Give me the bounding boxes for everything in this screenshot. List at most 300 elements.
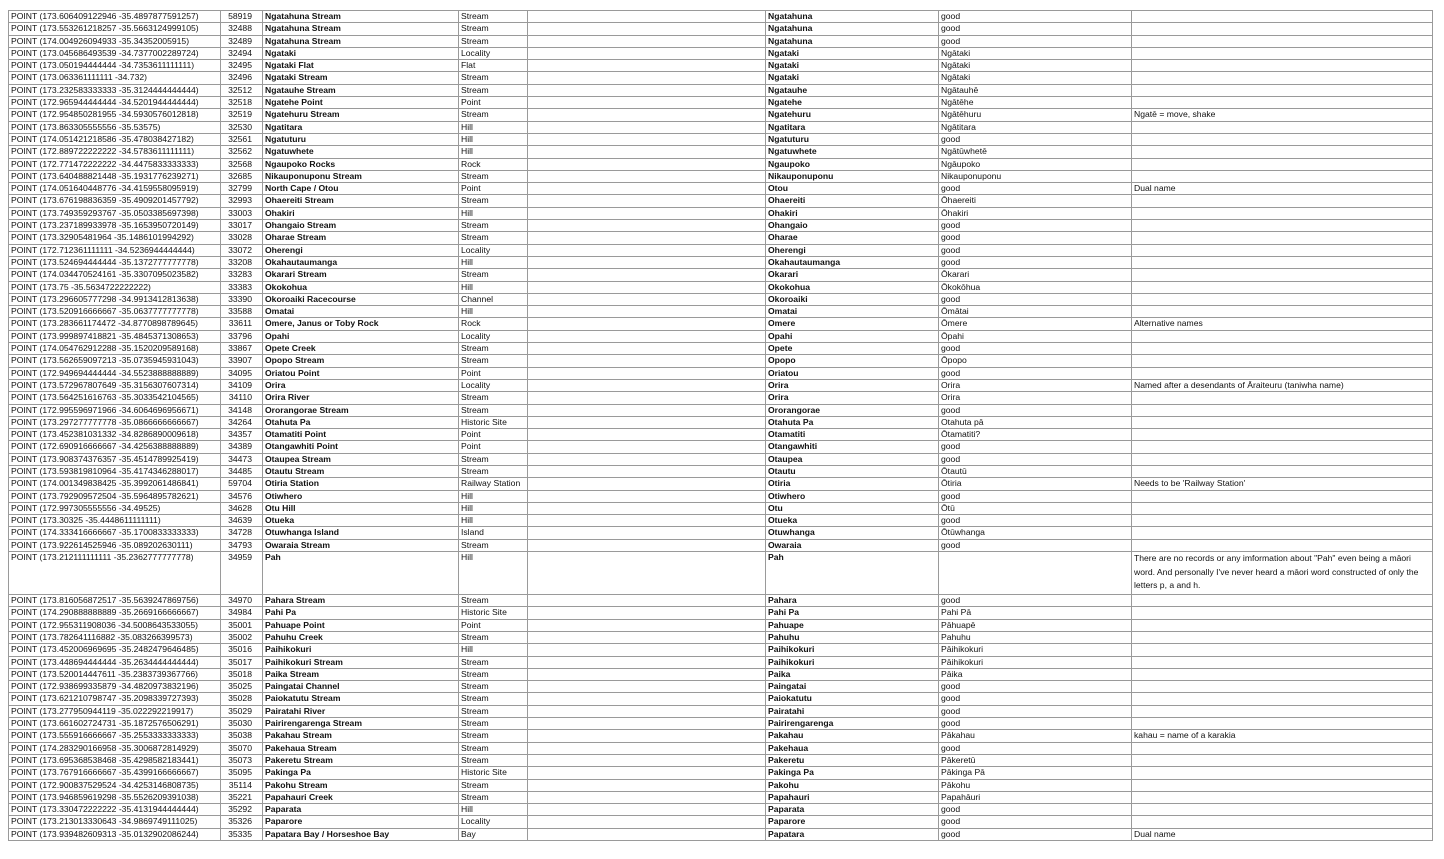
geometry-cell[interactable]: POINT (173.863305555556 -35.53575) bbox=[9, 121, 221, 133]
id-cell[interactable]: 32568 bbox=[221, 158, 263, 170]
status-cell[interactable]: good bbox=[939, 404, 1132, 416]
empty-cell[interactable] bbox=[528, 121, 766, 133]
feature-type-cell[interactable]: Stream bbox=[459, 170, 528, 182]
empty-cell[interactable] bbox=[528, 330, 766, 342]
empty-cell[interactable] bbox=[528, 681, 766, 693]
maori-name-cell[interactable]: Omatai bbox=[766, 306, 939, 318]
geometry-cell[interactable]: POINT (172.949694444444 -34.5523888888889) bbox=[9, 367, 221, 379]
maori-name-cell[interactable]: Ngatuwhete bbox=[766, 146, 939, 158]
notes-cell[interactable] bbox=[1132, 705, 1433, 717]
empty-cell[interactable] bbox=[528, 644, 766, 656]
place-name-cell[interactable]: Ngaupoko Rocks bbox=[263, 158, 459, 170]
feature-type-cell[interactable]: Stream bbox=[459, 742, 528, 754]
geometry-cell[interactable]: POINT (172.889722222222 -34.5783611111111) bbox=[9, 146, 221, 158]
notes-cell[interactable] bbox=[1132, 404, 1433, 416]
empty-cell[interactable] bbox=[528, 318, 766, 330]
id-cell[interactable]: 32494 bbox=[221, 47, 263, 59]
id-cell[interactable]: 58919 bbox=[221, 11, 263, 23]
feature-type-cell[interactable]: Hill bbox=[459, 133, 528, 145]
place-name-cell[interactable]: Oriatou Point bbox=[263, 367, 459, 379]
place-name-cell[interactable]: Paparore bbox=[263, 816, 459, 828]
geometry-cell[interactable]: POINT (173.296605777298 -34.9913412813638) bbox=[9, 293, 221, 305]
notes-cell[interactable] bbox=[1132, 441, 1433, 453]
geometry-cell[interactable]: POINT (173.32905481964 -35.1486101994292) bbox=[9, 232, 221, 244]
notes-cell[interactable] bbox=[1132, 515, 1433, 527]
place-name-cell[interactable]: Otiwhero bbox=[263, 490, 459, 502]
geometry-cell[interactable]: POINT (173.767916666667 -35.4399166666667) bbox=[9, 767, 221, 779]
maori-name-cell[interactable]: Ngatahuna bbox=[766, 35, 939, 47]
geometry-cell[interactable]: POINT (174.054762912288 -35.1520209589168) bbox=[9, 343, 221, 355]
status-cell[interactable]: Ōtū bbox=[939, 502, 1132, 514]
maori-name-cell[interactable]: Otu bbox=[766, 502, 939, 514]
geometry-cell[interactable]: POINT (174.051640448776 -34.4159558095919) bbox=[9, 183, 221, 195]
place-name-cell[interactable]: Paihikokuri bbox=[263, 644, 459, 656]
maori-name-cell[interactable]: Otautu bbox=[766, 465, 939, 477]
place-name-cell[interactable]: Otangawhiti Point bbox=[263, 441, 459, 453]
status-cell[interactable]: good bbox=[939, 816, 1132, 828]
id-cell[interactable]: 34628 bbox=[221, 502, 263, 514]
status-cell[interactable]: good bbox=[939, 232, 1132, 244]
status-cell[interactable]: good bbox=[939, 490, 1132, 502]
maori-name-cell[interactable]: Orira bbox=[766, 379, 939, 391]
notes-cell[interactable] bbox=[1132, 121, 1433, 133]
id-cell[interactable]: 34357 bbox=[221, 429, 263, 441]
empty-cell[interactable] bbox=[528, 392, 766, 404]
geometry-cell[interactable]: POINT (173.75 -35.5634722222222) bbox=[9, 281, 221, 293]
status-cell[interactable]: Pāihikokuri bbox=[939, 656, 1132, 668]
geometry-cell[interactable]: POINT (173.30325 -35.4448611111111) bbox=[9, 515, 221, 527]
empty-cell[interactable] bbox=[528, 718, 766, 730]
id-cell[interactable]: 34793 bbox=[221, 539, 263, 551]
id-cell[interactable]: 33390 bbox=[221, 293, 263, 305]
feature-type-cell[interactable]: Stream bbox=[459, 465, 528, 477]
feature-type-cell[interactable]: Stream bbox=[459, 681, 528, 693]
feature-type-cell[interactable]: Point bbox=[459, 367, 528, 379]
id-cell[interactable]: 32799 bbox=[221, 183, 263, 195]
id-cell[interactable]: 32512 bbox=[221, 84, 263, 96]
notes-cell[interactable] bbox=[1132, 656, 1433, 668]
geometry-cell[interactable]: POINT (173.520916666667 -35.0637777777778) bbox=[9, 306, 221, 318]
feature-type-cell[interactable]: Hill bbox=[459, 256, 528, 268]
feature-type-cell[interactable]: Stream bbox=[459, 72, 528, 84]
status-cell[interactable]: good bbox=[939, 183, 1132, 195]
feature-type-cell[interactable]: Stream bbox=[459, 343, 528, 355]
maori-name-cell[interactable]: Otueka bbox=[766, 515, 939, 527]
empty-cell[interactable] bbox=[528, 816, 766, 828]
feature-type-cell[interactable]: Stream bbox=[459, 791, 528, 803]
empty-cell[interactable] bbox=[528, 539, 766, 551]
notes-cell[interactable] bbox=[1132, 60, 1433, 72]
geometry-cell[interactable]: POINT (172.955311908036 -34.5008643533055) bbox=[9, 619, 221, 631]
id-cell[interactable]: 32488 bbox=[221, 23, 263, 35]
notes-cell[interactable] bbox=[1132, 416, 1433, 428]
place-name-cell[interactable]: Ngataki Flat bbox=[263, 60, 459, 72]
status-cell[interactable]: Pāika bbox=[939, 668, 1132, 680]
geometry-cell[interactable]: POINT (173.606409122946 -35.4897877591257) bbox=[9, 11, 221, 23]
geometry-cell[interactable]: POINT (172.965944444444 -34.5201944444444) bbox=[9, 97, 221, 109]
geometry-cell[interactable]: POINT (174.290888888889 -35.2669166666667) bbox=[9, 607, 221, 619]
notes-cell[interactable] bbox=[1132, 539, 1433, 551]
place-name-cell[interactable]: Pahuape Point bbox=[263, 619, 459, 631]
status-cell[interactable]: good bbox=[939, 256, 1132, 268]
place-name-cell[interactable]: Paika Stream bbox=[263, 668, 459, 680]
empty-cell[interactable] bbox=[528, 207, 766, 219]
feature-type-cell[interactable]: Historic Site bbox=[459, 416, 528, 428]
notes-cell[interactable] bbox=[1132, 330, 1433, 342]
maori-name-cell[interactable]: Ngatauhe bbox=[766, 84, 939, 96]
empty-cell[interactable] bbox=[528, 146, 766, 158]
notes-cell[interactable] bbox=[1132, 502, 1433, 514]
status-cell[interactable]: good bbox=[939, 367, 1132, 379]
feature-type-cell[interactable]: Hill bbox=[459, 552, 528, 595]
place-name-cell[interactable]: Omere, Janus or Toby Rock bbox=[263, 318, 459, 330]
empty-cell[interactable] bbox=[528, 754, 766, 766]
feature-type-cell[interactable]: Stream bbox=[459, 109, 528, 121]
geometry-cell[interactable]: POINT (173.212111111111 -35.2362777777778) bbox=[9, 552, 221, 595]
id-cell[interactable]: 32530 bbox=[221, 121, 263, 133]
maori-name-cell[interactable]: Paihikokuri bbox=[766, 644, 939, 656]
empty-cell[interactable] bbox=[528, 828, 766, 840]
notes-cell[interactable]: There are no records or any imformation about "Pah" even being a māori word. And personally I've never heard a māori word constructed of only the letters p, a and h. bbox=[1132, 552, 1433, 595]
id-cell[interactable]: 32993 bbox=[221, 195, 263, 207]
place-name-cell[interactable]: North Cape / Otou bbox=[263, 183, 459, 195]
feature-type-cell[interactable]: Locality bbox=[459, 47, 528, 59]
id-cell[interactable]: 35018 bbox=[221, 668, 263, 680]
status-cell[interactable]: Ngātūwhetē bbox=[939, 146, 1132, 158]
feature-type-cell[interactable]: Stream bbox=[459, 84, 528, 96]
geometry-cell[interactable]: POINT (173.524694444444 -35.1372777777778) bbox=[9, 256, 221, 268]
feature-type-cell[interactable]: Hill bbox=[459, 515, 528, 527]
empty-cell[interactable] bbox=[528, 367, 766, 379]
status-cell[interactable]: Ōkokōhua bbox=[939, 281, 1132, 293]
notes-cell[interactable] bbox=[1132, 281, 1433, 293]
geometry-cell[interactable]: POINT (173.213013330643 -34.9869749111025) bbox=[9, 816, 221, 828]
maori-name-cell[interactable]: Pahuape bbox=[766, 619, 939, 631]
status-cell[interactable]: good bbox=[939, 693, 1132, 705]
id-cell[interactable]: 34984 bbox=[221, 607, 263, 619]
geometry-cell[interactable]: POINT (173.562659097213 -35.0735945931043) bbox=[9, 355, 221, 367]
status-cell[interactable]: Pāhuapē bbox=[939, 619, 1132, 631]
maori-name-cell[interactable]: Orira bbox=[766, 392, 939, 404]
geometry-cell[interactable]: POINT (173.452006969695 -35.2482479646485) bbox=[9, 644, 221, 656]
id-cell[interactable]: 35025 bbox=[221, 681, 263, 693]
geometry-cell[interactable]: POINT (173.816056872517 -35.5639247869756) bbox=[9, 595, 221, 607]
geometry-cell[interactable]: POINT (172.995596971966 -34.6064696956671) bbox=[9, 404, 221, 416]
empty-cell[interactable] bbox=[528, 306, 766, 318]
feature-type-cell[interactable]: Hill bbox=[459, 490, 528, 502]
id-cell[interactable]: 34109 bbox=[221, 379, 263, 391]
notes-cell[interactable] bbox=[1132, 269, 1433, 281]
feature-type-cell[interactable]: Bay bbox=[459, 828, 528, 840]
feature-type-cell[interactable]: Stream bbox=[459, 668, 528, 680]
id-cell[interactable]: 35016 bbox=[221, 644, 263, 656]
status-cell[interactable]: Ngātēhuru bbox=[939, 109, 1132, 121]
geometry-cell[interactable]: POINT (172.712361111111 -34.5236944444444) bbox=[9, 244, 221, 256]
feature-type-cell[interactable]: Hill bbox=[459, 121, 528, 133]
maori-name-cell[interactable]: Otahuta Pa bbox=[766, 416, 939, 428]
feature-type-cell[interactable]: Stream bbox=[459, 220, 528, 232]
maori-name-cell[interactable]: Ngataki bbox=[766, 60, 939, 72]
id-cell[interactable]: 34576 bbox=[221, 490, 263, 502]
status-cell[interactable]: Orira bbox=[939, 392, 1132, 404]
id-cell[interactable]: 34485 bbox=[221, 465, 263, 477]
geometry-cell[interactable]: POINT (173.939482609313 -35.0132902086244) bbox=[9, 828, 221, 840]
notes-cell[interactable] bbox=[1132, 595, 1433, 607]
feature-type-cell[interactable]: Railway Station bbox=[459, 478, 528, 490]
empty-cell[interactable] bbox=[528, 256, 766, 268]
status-cell[interactable]: Ōtiria bbox=[939, 478, 1132, 490]
geometry-cell[interactable]: POINT (173.695368538468 -35.4298582183441) bbox=[9, 754, 221, 766]
notes-cell[interactable] bbox=[1132, 293, 1433, 305]
maori-name-cell[interactable]: Ohangaio bbox=[766, 220, 939, 232]
id-cell[interactable]: 32562 bbox=[221, 146, 263, 158]
feature-type-cell[interactable]: Locality bbox=[459, 330, 528, 342]
status-cell[interactable]: Ngātaki bbox=[939, 47, 1132, 59]
geometry-cell[interactable]: POINT (173.999897418821 -35.4845371308653) bbox=[9, 330, 221, 342]
status-cell[interactable]: good bbox=[939, 539, 1132, 551]
feature-type-cell[interactable]: Historic Site bbox=[459, 607, 528, 619]
empty-cell[interactable] bbox=[528, 453, 766, 465]
id-cell[interactable]: 32489 bbox=[221, 35, 263, 47]
id-cell[interactable]: 35038 bbox=[221, 730, 263, 742]
place-name-cell[interactable]: Okoroaiki Racecourse bbox=[263, 293, 459, 305]
feature-type-cell[interactable]: Point bbox=[459, 183, 528, 195]
status-cell[interactable]: Ōkarari bbox=[939, 269, 1132, 281]
status-cell[interactable]: Papahāuri bbox=[939, 791, 1132, 803]
geometry-cell[interactable]: POINT (173.676198836359 -35.4909201457792) bbox=[9, 195, 221, 207]
empty-cell[interactable] bbox=[528, 379, 766, 391]
empty-cell[interactable] bbox=[528, 47, 766, 59]
place-name-cell[interactable]: Okokohua bbox=[263, 281, 459, 293]
id-cell[interactable]: 33611 bbox=[221, 318, 263, 330]
geometry-cell[interactable]: POINT (173.661602724731 -35.1872576506291) bbox=[9, 718, 221, 730]
place-name-cell[interactable]: Otamatiti Point bbox=[263, 429, 459, 441]
empty-cell[interactable] bbox=[528, 595, 766, 607]
notes-cell[interactable] bbox=[1132, 207, 1433, 219]
feature-type-cell[interactable]: Stream bbox=[459, 779, 528, 791]
notes-cell[interactable] bbox=[1132, 11, 1433, 23]
id-cell[interactable]: 34095 bbox=[221, 367, 263, 379]
feature-type-cell[interactable]: Stream bbox=[459, 453, 528, 465]
empty-cell[interactable] bbox=[528, 730, 766, 742]
geometry-cell[interactable]: POINT (174.051421218586 -35.478038427182) bbox=[9, 133, 221, 145]
status-cell[interactable]: good bbox=[939, 742, 1132, 754]
feature-type-cell[interactable]: Stream bbox=[459, 35, 528, 47]
notes-cell[interactable] bbox=[1132, 693, 1433, 705]
place-name-cell[interactable]: Oharae Stream bbox=[263, 232, 459, 244]
place-name-cell[interactable]: Ngatahuna Stream bbox=[263, 11, 459, 23]
feature-type-cell[interactable]: Stream bbox=[459, 693, 528, 705]
feature-type-cell[interactable]: Stream bbox=[459, 595, 528, 607]
maori-name-cell[interactable]: Otou bbox=[766, 183, 939, 195]
id-cell[interactable]: 34728 bbox=[221, 527, 263, 539]
id-cell[interactable]: 35221 bbox=[221, 791, 263, 803]
geometry-cell[interactable]: POINT (172.900837529524 -34.4253146808735) bbox=[9, 779, 221, 791]
feature-type-cell[interactable]: Flat bbox=[459, 60, 528, 72]
maori-name-cell[interactable]: Papatara bbox=[766, 828, 939, 840]
empty-cell[interactable] bbox=[528, 97, 766, 109]
place-name-cell[interactable]: Pakeretu Stream bbox=[263, 754, 459, 766]
status-cell[interactable]: Ngāupoko bbox=[939, 158, 1132, 170]
empty-cell[interactable] bbox=[528, 502, 766, 514]
maori-name-cell[interactable]: Ngaupoko bbox=[766, 158, 939, 170]
id-cell[interactable]: 33383 bbox=[221, 281, 263, 293]
empty-cell[interactable] bbox=[528, 619, 766, 631]
id-cell[interactable]: 32518 bbox=[221, 97, 263, 109]
feature-type-cell[interactable]: Hill bbox=[459, 502, 528, 514]
place-name-cell[interactable]: Ohaereiti Stream bbox=[263, 195, 459, 207]
notes-cell[interactable] bbox=[1132, 816, 1433, 828]
status-cell[interactable]: good bbox=[939, 23, 1132, 35]
id-cell[interactable]: 32496 bbox=[221, 72, 263, 84]
place-name-cell[interactable]: Paihikokuri Stream bbox=[263, 656, 459, 668]
status-cell[interactable]: Ngātēhe bbox=[939, 97, 1132, 109]
notes-cell[interactable] bbox=[1132, 256, 1433, 268]
status-cell[interactable]: Ngātitara bbox=[939, 121, 1132, 133]
notes-cell[interactable]: Dual name bbox=[1132, 828, 1433, 840]
maori-name-cell[interactable]: Pairirengarenga bbox=[766, 718, 939, 730]
id-cell[interactable]: 33283 bbox=[221, 269, 263, 281]
feature-type-cell[interactable]: Stream bbox=[459, 730, 528, 742]
place-name-cell[interactable]: Otu Hill bbox=[263, 502, 459, 514]
empty-cell[interactable] bbox=[528, 804, 766, 816]
empty-cell[interactable] bbox=[528, 791, 766, 803]
status-cell[interactable]: Ōtūwhanga bbox=[939, 527, 1132, 539]
place-name-cell[interactable]: Pahuhu Creek bbox=[263, 631, 459, 643]
notes-cell[interactable] bbox=[1132, 195, 1433, 207]
geometry-cell[interactable]: POINT (173.050194444444 -34.7353611111111) bbox=[9, 60, 221, 72]
empty-cell[interactable] bbox=[528, 478, 766, 490]
empty-cell[interactable] bbox=[528, 183, 766, 195]
notes-cell[interactable] bbox=[1132, 804, 1433, 816]
status-cell[interactable]: good bbox=[939, 718, 1132, 730]
geometry-cell[interactable]: POINT (173.063361111111 -34.732) bbox=[9, 72, 221, 84]
maori-name-cell[interactable]: Pakeretu bbox=[766, 754, 939, 766]
notes-cell[interactable] bbox=[1132, 220, 1433, 232]
geometry-cell[interactable]: POINT (172.997305555556 -34.49525) bbox=[9, 502, 221, 514]
id-cell[interactable]: 32495 bbox=[221, 60, 263, 72]
maori-name-cell[interactable]: Ngataki bbox=[766, 72, 939, 84]
empty-cell[interactable] bbox=[528, 269, 766, 281]
maori-name-cell[interactable]: Okarari bbox=[766, 269, 939, 281]
geometry-cell[interactable]: POINT (173.572967807649 -35.3156307607314) bbox=[9, 379, 221, 391]
status-cell[interactable]: good bbox=[939, 515, 1132, 527]
id-cell[interactable]: 35070 bbox=[221, 742, 263, 754]
geometry-cell[interactable]: POINT (173.555916666667 -35.2553333333333) bbox=[9, 730, 221, 742]
maori-name-cell[interactable]: Otaupea bbox=[766, 453, 939, 465]
maori-name-cell[interactable]: Ngatehe bbox=[766, 97, 939, 109]
maori-name-cell[interactable]: Otiwhero bbox=[766, 490, 939, 502]
notes-cell[interactable] bbox=[1132, 72, 1433, 84]
empty-cell[interactable] bbox=[528, 281, 766, 293]
status-cell[interactable]: good bbox=[939, 705, 1132, 717]
geometry-cell[interactable]: POINT (173.908374376357 -35.4514789925419) bbox=[9, 453, 221, 465]
maori-name-cell[interactable]: Pahi Pa bbox=[766, 607, 939, 619]
feature-type-cell[interactable]: Stream bbox=[459, 718, 528, 730]
notes-cell[interactable] bbox=[1132, 644, 1433, 656]
notes-cell[interactable] bbox=[1132, 146, 1433, 158]
id-cell[interactable]: 33588 bbox=[221, 306, 263, 318]
id-cell[interactable]: 33028 bbox=[221, 232, 263, 244]
place-name-cell[interactable]: Opopo Stream bbox=[263, 355, 459, 367]
feature-type-cell[interactable]: Hill bbox=[459, 146, 528, 158]
place-name-cell[interactable]: Oherengi bbox=[263, 244, 459, 256]
maori-name-cell[interactable]: Ngatahuna bbox=[766, 11, 939, 23]
id-cell[interactable]: 34639 bbox=[221, 515, 263, 527]
place-name-cell[interactable]: Pah bbox=[263, 552, 459, 595]
feature-type-cell[interactable]: Channel bbox=[459, 293, 528, 305]
feature-type-cell[interactable]: Hill bbox=[459, 306, 528, 318]
place-name-cell[interactable]: Otautu Stream bbox=[263, 465, 459, 477]
feature-type-cell[interactable]: Locality bbox=[459, 816, 528, 828]
feature-type-cell[interactable]: Stream bbox=[459, 355, 528, 367]
geometry-cell[interactable]: POINT (173.452381031332 -34.8286890009618) bbox=[9, 429, 221, 441]
id-cell[interactable]: 32685 bbox=[221, 170, 263, 182]
id-cell[interactable]: 35028 bbox=[221, 693, 263, 705]
notes-cell[interactable] bbox=[1132, 754, 1433, 766]
place-name-cell[interactable]: Pakohu Stream bbox=[263, 779, 459, 791]
status-cell[interactable]: good bbox=[939, 595, 1132, 607]
empty-cell[interactable] bbox=[528, 158, 766, 170]
place-name-cell[interactable]: Paingatai Channel bbox=[263, 681, 459, 693]
maori-name-cell[interactable]: Otuwhanga bbox=[766, 527, 939, 539]
empty-cell[interactable] bbox=[528, 220, 766, 232]
geometry-cell[interactable]: POINT (173.297277777778 -35.0866666666667) bbox=[9, 416, 221, 428]
place-name-cell[interactable]: Ngatauhe Stream bbox=[263, 84, 459, 96]
place-name-cell[interactable]: Otueka bbox=[263, 515, 459, 527]
maori-name-cell[interactable]: Paingatai bbox=[766, 681, 939, 693]
place-name-cell[interactable]: Omatai bbox=[263, 306, 459, 318]
status-cell[interactable]: Ōpopo bbox=[939, 355, 1132, 367]
empty-cell[interactable] bbox=[528, 490, 766, 502]
feature-type-cell[interactable]: Point bbox=[459, 97, 528, 109]
geometry-cell[interactable]: POINT (172.954850281955 -34.5930576012818) bbox=[9, 109, 221, 121]
maori-name-cell[interactable]: Ngataki bbox=[766, 47, 939, 59]
place-name-cell[interactable]: Papahauri Creek bbox=[263, 791, 459, 803]
maori-name-cell[interactable]: Otamatiti bbox=[766, 429, 939, 441]
notes-cell[interactable] bbox=[1132, 453, 1433, 465]
empty-cell[interactable] bbox=[528, 133, 766, 145]
feature-type-cell[interactable]: Rock bbox=[459, 158, 528, 170]
status-cell[interactable]: Ōtautū bbox=[939, 465, 1132, 477]
notes-cell[interactable] bbox=[1132, 133, 1433, 145]
maori-name-cell[interactable]: Okokohua bbox=[766, 281, 939, 293]
maori-name-cell[interactable]: Pakehaua bbox=[766, 742, 939, 754]
maori-name-cell[interactable]: Paparata bbox=[766, 804, 939, 816]
geometry-cell[interactable]: POINT (173.553261218257 -35.5663124999105) bbox=[9, 23, 221, 35]
status-cell[interactable]: good bbox=[939, 441, 1132, 453]
place-name-cell[interactable]: Pahara Stream bbox=[263, 595, 459, 607]
feature-type-cell[interactable]: Stream bbox=[459, 392, 528, 404]
feature-type-cell[interactable]: Hill bbox=[459, 281, 528, 293]
maori-name-cell[interactable]: Paika bbox=[766, 668, 939, 680]
empty-cell[interactable] bbox=[528, 355, 766, 367]
status-cell[interactable]: good bbox=[939, 453, 1132, 465]
feature-type-cell[interactable]: Locality bbox=[459, 244, 528, 256]
status-cell[interactable]: Pākeretū bbox=[939, 754, 1132, 766]
notes-cell[interactable] bbox=[1132, 367, 1433, 379]
id-cell[interactable]: 33867 bbox=[221, 343, 263, 355]
status-cell[interactable]: Ngātaki bbox=[939, 72, 1132, 84]
notes-cell[interactable] bbox=[1132, 767, 1433, 779]
notes-cell[interactable] bbox=[1132, 306, 1433, 318]
place-name-cell[interactable]: Ngatahuna Stream bbox=[263, 35, 459, 47]
empty-cell[interactable] bbox=[528, 767, 766, 779]
feature-type-cell[interactable]: Stream bbox=[459, 269, 528, 281]
empty-cell[interactable] bbox=[528, 527, 766, 539]
id-cell[interactable]: 32519 bbox=[221, 109, 263, 121]
feature-type-cell[interactable]: Hill bbox=[459, 804, 528, 816]
